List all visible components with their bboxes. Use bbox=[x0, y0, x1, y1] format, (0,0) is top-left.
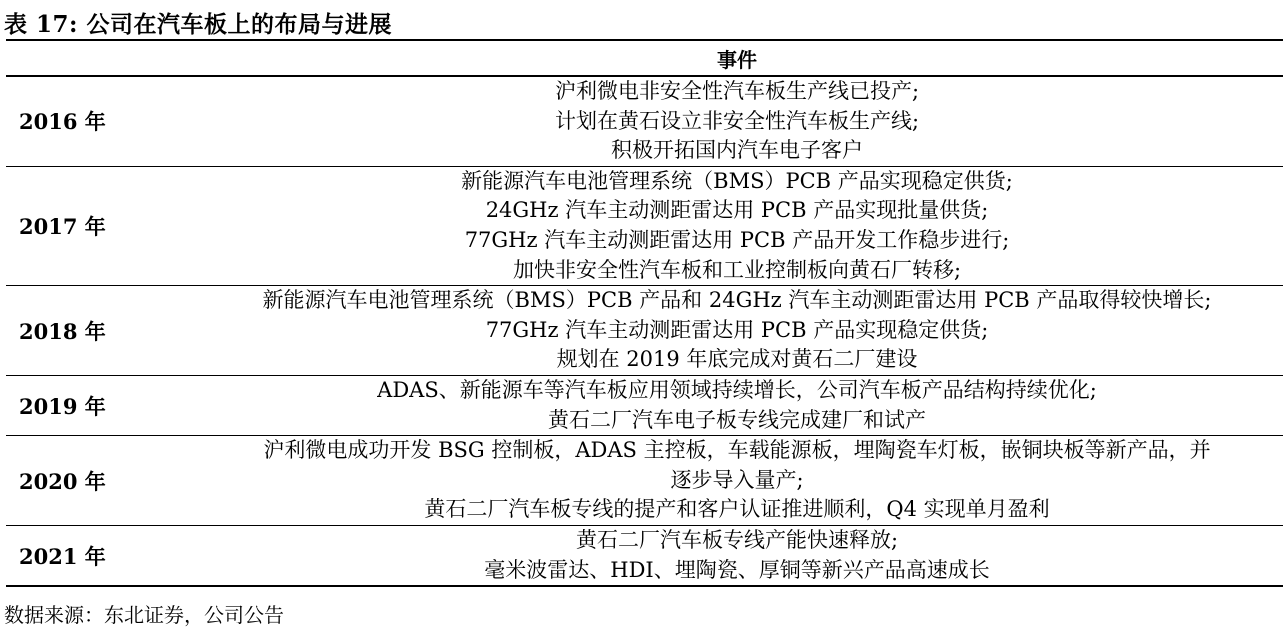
table-row bbox=[6, 436, 1283, 526]
row-year: 2017 年 bbox=[19, 213, 106, 239]
table-title: 表 17: 公司在汽车板上的布局与进展 bbox=[4, 11, 393, 38]
row-year: 2021 年 bbox=[19, 543, 106, 569]
table-row bbox=[6, 76, 1283, 166]
table-row bbox=[6, 286, 1283, 376]
event-line: 加快非安全性汽车板和工业控制板向黄石厂转移; bbox=[512, 257, 962, 282]
event-line: 新能源汽车电池管理系统（BMS）PCB 产品和 24GHz 汽车主动测距雷达用 PCB 产品取得较快增长; bbox=[262, 288, 1212, 313]
event-line: ADAS、新能源车等汽车板应用领域持续增长，公司汽车板产品结构持续优化; bbox=[377, 377, 1097, 402]
header-year bbox=[6, 41, 191, 76]
row-events bbox=[191, 286, 1283, 376]
event-line: 逐步导入量产; bbox=[670, 467, 804, 492]
row-year: 2018 年 bbox=[19, 318, 106, 344]
header-events: 事件 bbox=[717, 47, 757, 72]
event-line: 77GHz 汽车主动测距雷达用 PCB 产品实现稳定供货; bbox=[485, 317, 989, 342]
row-year: 2019 年 bbox=[19, 393, 106, 419]
event-line: 规划在 2019 年底完成对黄石二厂建设 bbox=[556, 347, 918, 372]
row-events bbox=[191, 375, 1283, 435]
event-line: 黄石二厂汽车电子板专线完成建厂和试产 bbox=[548, 407, 926, 432]
event-line: 计划在黄石设立非安全性汽车板生产线; bbox=[554, 108, 920, 133]
event-line: 77GHz 汽车主动测距雷达用 PCB 产品开发工作稳步进行; bbox=[464, 227, 1010, 252]
event-line: 沪利微电成功开发 BSG 控制板，ADAS 主控板，车载能源板，埋陶瓷车灯板，嵌铜块板等新产品，并 bbox=[263, 438, 1211, 463]
event-line: 黄石二厂汽车板专线的提产和客户认证推进顺利，Q4 实现单月盈利 bbox=[424, 497, 1050, 522]
event-line: 黄石二厂汽车板专线产能快速释放; bbox=[575, 527, 899, 552]
event-line: 24GHz 汽车主动测距雷达用 PCB 产品实现批量供货; bbox=[485, 198, 989, 223]
event-line: 毫米波雷达、HDI、埋陶瓷、厚铜等新兴产品高速成长 bbox=[484, 557, 990, 582]
events-table-container bbox=[6, 41, 1283, 587]
event-line: 沪利微电非安全性汽车板生产线已投产; bbox=[554, 79, 920, 103]
table-row bbox=[6, 375, 1283, 435]
table-row bbox=[6, 525, 1283, 586]
event-line: 积极开拓国内汽车电子客户 bbox=[611, 138, 863, 163]
table-header-row bbox=[6, 41, 1283, 76]
table-row bbox=[6, 166, 1283, 285]
table-body bbox=[6, 76, 1283, 586]
events-table bbox=[6, 41, 1283, 587]
source-note: 数据来源：东北证券，公司公告 bbox=[4, 603, 284, 627]
event-line: 新能源汽车电池管理系统（BMS）PCB 产品实现稳定供货; bbox=[461, 168, 1013, 193]
row-events bbox=[191, 525, 1283, 586]
row-year: 2020 年 bbox=[19, 468, 106, 494]
row-events bbox=[191, 166, 1283, 285]
row-events bbox=[191, 436, 1283, 526]
row-year: 2016 年 bbox=[19, 109, 106, 135]
row-events bbox=[191, 76, 1283, 166]
